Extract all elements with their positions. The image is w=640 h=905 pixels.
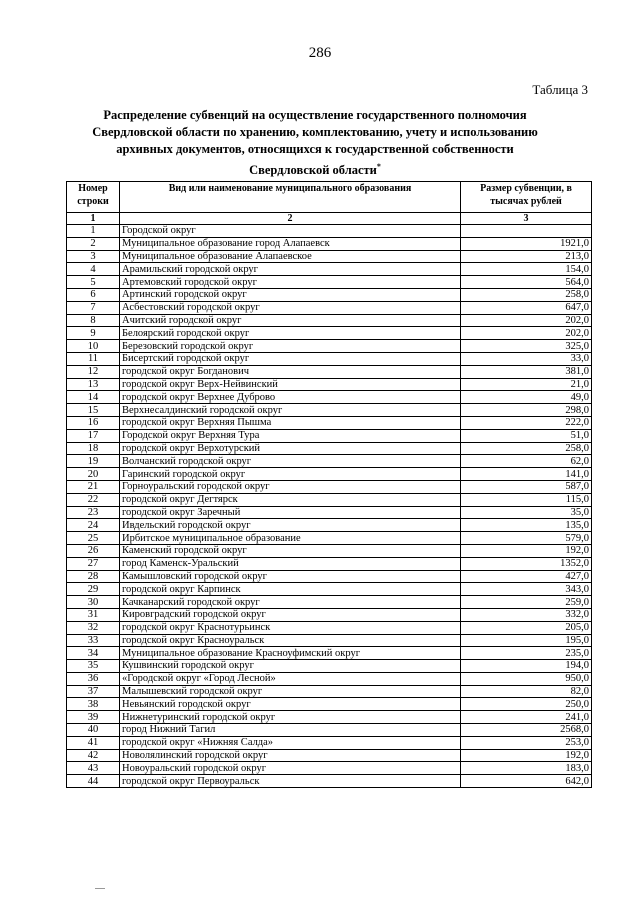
- row-number-cell: 3: [67, 250, 120, 263]
- municipality-cell: Кировградский городской округ: [120, 608, 461, 621]
- amount-cell: 35,0: [461, 506, 592, 519]
- title-line: Свердловской области по хранению, комплектованию, учету и использованию: [92, 125, 538, 139]
- table-row: [67, 301, 592, 314]
- row-number-cell: 14: [67, 391, 120, 404]
- table-row: [67, 634, 592, 647]
- document-title: [80, 107, 550, 179]
- row-number-cell: 17: [67, 429, 120, 442]
- page-number: 286: [308, 45, 332, 61]
- row-number-cell: 12: [67, 365, 120, 378]
- amount-cell: 258,0: [461, 288, 592, 301]
- municipality-cell: Ачитский городской округ: [120, 314, 461, 327]
- row-number-cell: 34: [67, 647, 120, 660]
- header-municipality: Вид или наименование муниципального образования: [120, 182, 461, 213]
- municipality-cell: город Каменск-Уральский: [120, 557, 461, 570]
- row-number-cell: 10: [67, 340, 120, 353]
- row-number-cell: 20: [67, 468, 120, 481]
- municipality-cell: городской округ Верх-Нейвинский: [120, 378, 461, 391]
- amount-cell: 183,0: [461, 762, 592, 775]
- table-row: [67, 455, 592, 468]
- amount-cell: 579,0: [461, 532, 592, 545]
- footnote-mark: *: [376, 162, 381, 171]
- row-number-cell: 38: [67, 698, 120, 711]
- table-row: [67, 468, 592, 481]
- table-row: [67, 263, 592, 276]
- municipality-cell: городской округ Верхнее Дуброво: [120, 391, 461, 404]
- column-number: 1: [67, 213, 120, 225]
- municipality-cell: городской округ «Нижняя Салда»: [120, 736, 461, 749]
- municipality-cell: Муниципальное образование Красноуфимский округ: [120, 647, 461, 660]
- municipality-cell: Белоярский городской округ: [120, 327, 461, 340]
- municipality-cell: городской округ Верхняя Пышма: [120, 416, 461, 429]
- table-row: [67, 429, 592, 442]
- amount-cell: 587,0: [461, 480, 592, 493]
- municipality-cell: Муниципальное образование город Алапаевск: [120, 237, 461, 250]
- row-number-cell: 18: [67, 442, 120, 455]
- title-line: Распределение субвенций на осуществление государственного полномочия: [103, 108, 527, 122]
- table-row: [67, 416, 592, 429]
- row-number-cell: 11: [67, 352, 120, 365]
- table-row: [67, 762, 592, 775]
- municipality-cell: Артемовский городской округ: [120, 276, 461, 289]
- amount-cell: [461, 225, 592, 238]
- header-subvention-amount: Размер субвенции, в тысячах рублей: [461, 182, 592, 213]
- row-number-cell: 30: [67, 596, 120, 609]
- row-number-cell: 41: [67, 736, 120, 749]
- municipality-cell: городской округ Карпинск: [120, 583, 461, 596]
- table-row: [67, 365, 592, 378]
- municipality-cell: Верхнесалдинский городской округ: [120, 404, 461, 417]
- amount-cell: 141,0: [461, 468, 592, 481]
- table-row: [67, 532, 592, 545]
- amount-cell: 235,0: [461, 647, 592, 660]
- table-row: [67, 352, 592, 365]
- table-row: [67, 698, 592, 711]
- municipality-cell: Муниципальное образование Алапаевское: [120, 250, 461, 263]
- row-number-cell: 39: [67, 711, 120, 724]
- row-number-cell: 32: [67, 621, 120, 634]
- row-number-cell: 15: [67, 404, 120, 417]
- table-row: [67, 544, 592, 557]
- row-number-cell: 35: [67, 660, 120, 673]
- table-row: [67, 237, 592, 250]
- row-number-cell: 24: [67, 519, 120, 532]
- amount-cell: 213,0: [461, 250, 592, 263]
- amount-cell: 259,0: [461, 596, 592, 609]
- table-row: [67, 276, 592, 289]
- table-row: [67, 621, 592, 634]
- municipality-cell: Каменский городской округ: [120, 544, 461, 557]
- municipality-cell: городской округ Богданович: [120, 365, 461, 378]
- row-number-cell: 7: [67, 301, 120, 314]
- row-number-cell: 8: [67, 314, 120, 327]
- table-row: [67, 442, 592, 455]
- table-row: [67, 672, 592, 685]
- municipality-cell: Камышловский городской округ: [120, 570, 461, 583]
- table-row: [67, 225, 592, 238]
- municipality-cell: городской округ Заречный: [120, 506, 461, 519]
- row-number-cell: 1: [67, 225, 120, 238]
- row-number-cell: 21: [67, 480, 120, 493]
- municipality-cell: Волчанский городской округ: [120, 455, 461, 468]
- amount-cell: 343,0: [461, 583, 592, 596]
- table-row: [67, 660, 592, 673]
- amount-cell: 564,0: [461, 276, 592, 289]
- row-number-cell: 42: [67, 749, 120, 762]
- amount-cell: 381,0: [461, 365, 592, 378]
- amount-cell: 202,0: [461, 327, 592, 340]
- table-row: [67, 596, 592, 609]
- municipality-cell: городской округ Дегтярск: [120, 493, 461, 506]
- municipality-cell: Арамильский городской округ: [120, 263, 461, 276]
- amount-cell: 205,0: [461, 621, 592, 634]
- amount-cell: 642,0: [461, 775, 592, 788]
- municipality-cell: городской округ Краснотурьинск: [120, 621, 461, 634]
- table-row: [67, 250, 592, 263]
- row-number-cell: 13: [67, 378, 120, 391]
- table-row: [67, 378, 592, 391]
- municipality-cell: «Городской округ «Город Лесной»: [120, 672, 461, 685]
- amount-cell: 202,0: [461, 314, 592, 327]
- table-row: [67, 404, 592, 417]
- municipality-cell: Асбестовский городской округ: [120, 301, 461, 314]
- row-number-cell: 36: [67, 672, 120, 685]
- table-row: [67, 519, 592, 532]
- row-number-cell: 23: [67, 506, 120, 519]
- row-number-cell: 26: [67, 544, 120, 557]
- amount-cell: 950,0: [461, 672, 592, 685]
- title-line: архивных документов, относящихся к государственной собственности: [116, 142, 514, 156]
- table-row: [67, 608, 592, 621]
- row-number-cell: 40: [67, 724, 120, 737]
- amount-cell: 647,0: [461, 301, 592, 314]
- row-number-cell: 28: [67, 570, 120, 583]
- table-row: [67, 736, 592, 749]
- amount-cell: 250,0: [461, 698, 592, 711]
- column-number: 2: [120, 213, 461, 225]
- table-row: [67, 391, 592, 404]
- amount-cell: 33,0: [461, 352, 592, 365]
- row-number-cell: 43: [67, 762, 120, 775]
- amount-cell: 253,0: [461, 736, 592, 749]
- amount-cell: 62,0: [461, 455, 592, 468]
- municipality-cell: город Нижний Тагил: [120, 724, 461, 737]
- amount-cell: 154,0: [461, 263, 592, 276]
- amount-cell: 51,0: [461, 429, 592, 442]
- municipality-cell: Городской округ: [120, 225, 461, 238]
- table-row: [67, 327, 592, 340]
- table-row: [67, 724, 592, 737]
- table-row: [67, 583, 592, 596]
- table-row: [67, 775, 592, 788]
- table-row: [67, 647, 592, 660]
- row-number-cell: 9: [67, 327, 120, 340]
- row-number-cell: 16: [67, 416, 120, 429]
- amount-cell: 241,0: [461, 711, 592, 724]
- municipality-cell: Качканарский городской округ: [120, 596, 461, 609]
- amount-cell: 195,0: [461, 634, 592, 647]
- table-label: Таблица 3: [532, 82, 588, 97]
- table-row: [67, 340, 592, 353]
- amount-cell: 332,0: [461, 608, 592, 621]
- amount-cell: 135,0: [461, 519, 592, 532]
- title-line-text: Свердловской области: [249, 163, 377, 178]
- table-row: [67, 711, 592, 724]
- row-number-cell: 29: [67, 583, 120, 596]
- amount-cell: 2568,0: [461, 724, 592, 737]
- row-number-cell: 33: [67, 634, 120, 647]
- amount-cell: 1921,0: [461, 237, 592, 250]
- row-number-cell: 31: [67, 608, 120, 621]
- municipality-cell: городской округ Первоуральск: [120, 775, 461, 788]
- row-number-cell: 4: [67, 263, 120, 276]
- municipality-cell: Артинский городской округ: [120, 288, 461, 301]
- table-row: [67, 685, 592, 698]
- table-header-row: [67, 182, 592, 213]
- municipality-cell: Гаринский городской округ: [120, 468, 461, 481]
- municipality-cell: Кушвинский городской округ: [120, 660, 461, 673]
- amount-cell: 298,0: [461, 404, 592, 417]
- subvention-table: [66, 181, 592, 788]
- amount-cell: 258,0: [461, 442, 592, 455]
- scan-mark: [95, 888, 105, 889]
- amount-cell: 1352,0: [461, 557, 592, 570]
- municipality-cell: Невьянский городской округ: [120, 698, 461, 711]
- row-number-cell: 5: [67, 276, 120, 289]
- municipality-cell: Новолялинский городской округ: [120, 749, 461, 762]
- amount-cell: 82,0: [461, 685, 592, 698]
- table-row: [67, 288, 592, 301]
- table-row: [67, 749, 592, 762]
- table-row: [67, 493, 592, 506]
- row-number-cell: 37: [67, 685, 120, 698]
- row-number-cell: 6: [67, 288, 120, 301]
- municipality-cell: городской округ Красноуральск: [120, 634, 461, 647]
- row-number-cell: 27: [67, 557, 120, 570]
- table-row: [67, 570, 592, 583]
- column-number-row: [67, 213, 592, 225]
- amount-cell: 192,0: [461, 544, 592, 557]
- header-row-number: Номер строки: [67, 182, 120, 213]
- row-number-cell: 19: [67, 455, 120, 468]
- municipality-cell: Новоуральский городской округ: [120, 762, 461, 775]
- table-row: [67, 480, 592, 493]
- amount-cell: 222,0: [461, 416, 592, 429]
- table-row: [67, 557, 592, 570]
- table-row: [67, 506, 592, 519]
- amount-cell: 427,0: [461, 570, 592, 583]
- title-line: [80, 158, 550, 179]
- municipality-cell: Нижнетуринский городской округ: [120, 711, 461, 724]
- row-number-cell: 25: [67, 532, 120, 545]
- municipality-cell: Малышевский городской округ: [120, 685, 461, 698]
- row-number-cell: 44: [67, 775, 120, 788]
- municipality-cell: Горноуральский городской округ: [120, 480, 461, 493]
- amount-cell: 325,0: [461, 340, 592, 353]
- amount-cell: 115,0: [461, 493, 592, 506]
- table-row: [67, 314, 592, 327]
- municipality-cell: городской округ Верхотурский: [120, 442, 461, 455]
- municipality-cell: Ирбитское муниципальное образование: [120, 532, 461, 545]
- amount-cell: 192,0: [461, 749, 592, 762]
- municipality-cell: Бисертский городской округ: [120, 352, 461, 365]
- municipality-cell: Ивдельский городской округ: [120, 519, 461, 532]
- row-number-cell: 22: [67, 493, 120, 506]
- amount-cell: 49,0: [461, 391, 592, 404]
- amount-cell: 194,0: [461, 660, 592, 673]
- row-number-cell: 2: [67, 237, 120, 250]
- municipality-cell: Городской округ Верхняя Тура: [120, 429, 461, 442]
- municipality-cell: Березовский городской округ: [120, 340, 461, 353]
- column-number: 3: [461, 213, 592, 225]
- amount-cell: 21,0: [461, 378, 592, 391]
